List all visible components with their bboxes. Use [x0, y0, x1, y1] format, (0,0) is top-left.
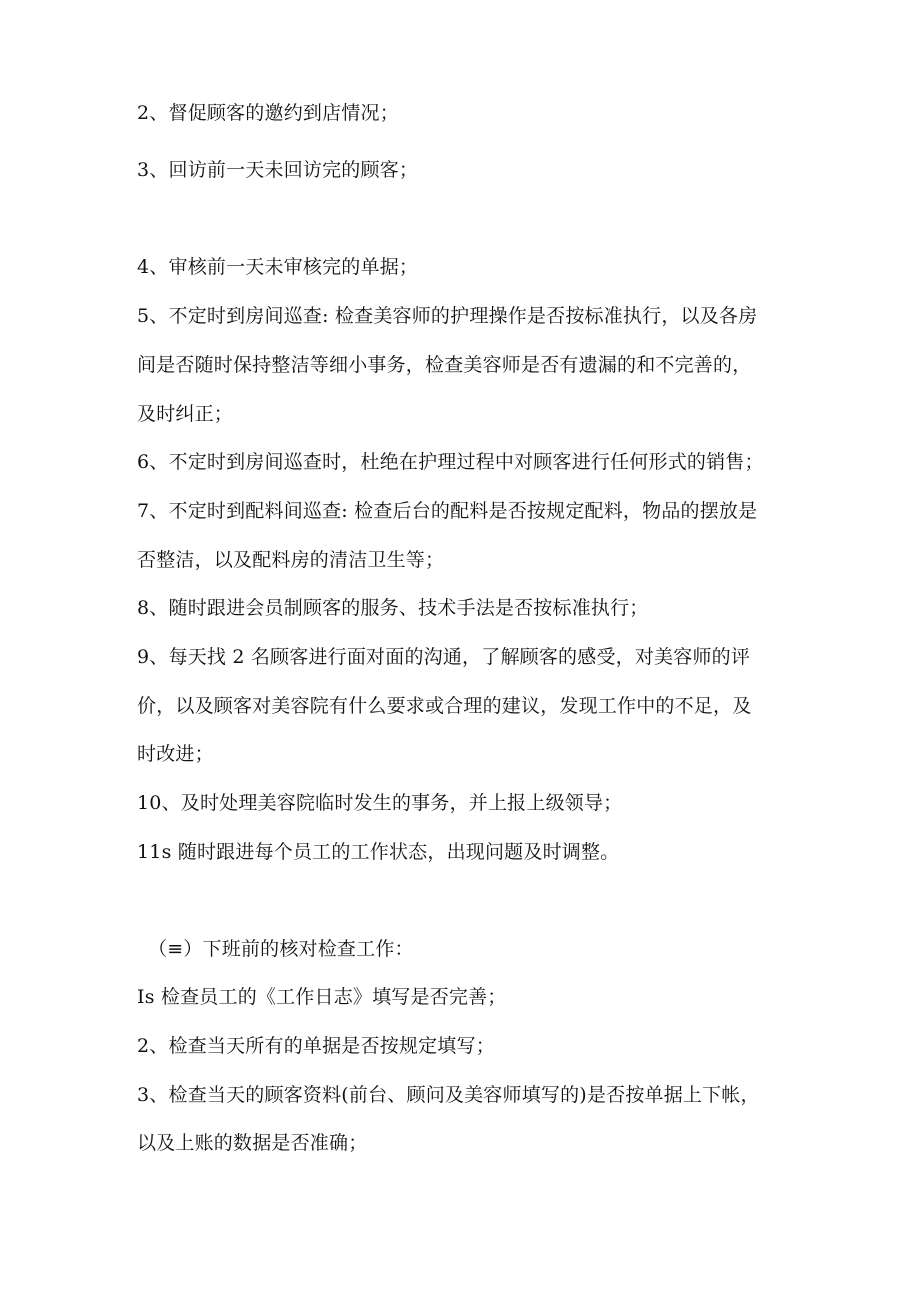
- text-line-6: 6、不定时到房间巡查时，杜绝在护理过程中对顾客进行任何形式的销售；: [137, 451, 764, 473]
- text-line-7b: 否整洁，以及配料房的清洁卫生等；: [137, 549, 445, 571]
- text-line-s3a: 3、检查当天的顾客资料(前台、顾问及美容师填写的)是否按单据上下帐，: [137, 1084, 760, 1106]
- text-line-8: 8、随时跟进会员制顾客的服务、技术手法是否按标准执行；: [137, 597, 649, 619]
- text-line-9c: 时改进；: [137, 743, 214, 765]
- text-line-9a: 9、每天找 2 名顾客进行面对面的沟通，了解顾客的感受，对美容师的评: [137, 646, 751, 668]
- text-line-4: 4、审核前一天未审核完的单据；: [137, 256, 419, 278]
- section-heading: （≡）下班前的核对检查工作：: [148, 938, 414, 960]
- text-line-5c: 及时纠正；: [137, 403, 234, 425]
- text-line-s3b: 以及上账的数据是否准确；: [137, 1132, 368, 1154]
- text-line-9b: 价，以及顾客对美容院有什么要求或合理的建议，发现工作中的不足，及: [137, 695, 752, 717]
- text-line-5a: 5、不定时到房间巡查: 检查美容师的护理操作是否按标准执行，以及各房: [137, 305, 758, 327]
- text-line-s2: 2、检查当天所有的单据是否按规定填写；: [137, 1035, 495, 1057]
- text-line-10: 10、及时处理美容院临时发生的事务，并上报上级领导；: [137, 792, 623, 814]
- text-line-11: 11s 随时跟进每个员工的工作状态，出现问题及时调整。: [137, 841, 620, 863]
- text-line-2: 2、督促顾客的邀约到店情况；: [137, 102, 399, 124]
- text-line-5b: 间是否随时保持整洁等细小事务，检查美容师是否有遗漏的和不完善的，: [137, 354, 752, 376]
- text-line-3: 3、回访前一天未回访完的顾客；: [137, 159, 419, 181]
- text-line-7a: 7、不定时到配料间巡查: 检查后台的配料是否按规定配料，物品的摆放是: [137, 500, 758, 522]
- text-line-s1: Is 检查员工的《工作日志》填写是否完善；: [137, 986, 507, 1008]
